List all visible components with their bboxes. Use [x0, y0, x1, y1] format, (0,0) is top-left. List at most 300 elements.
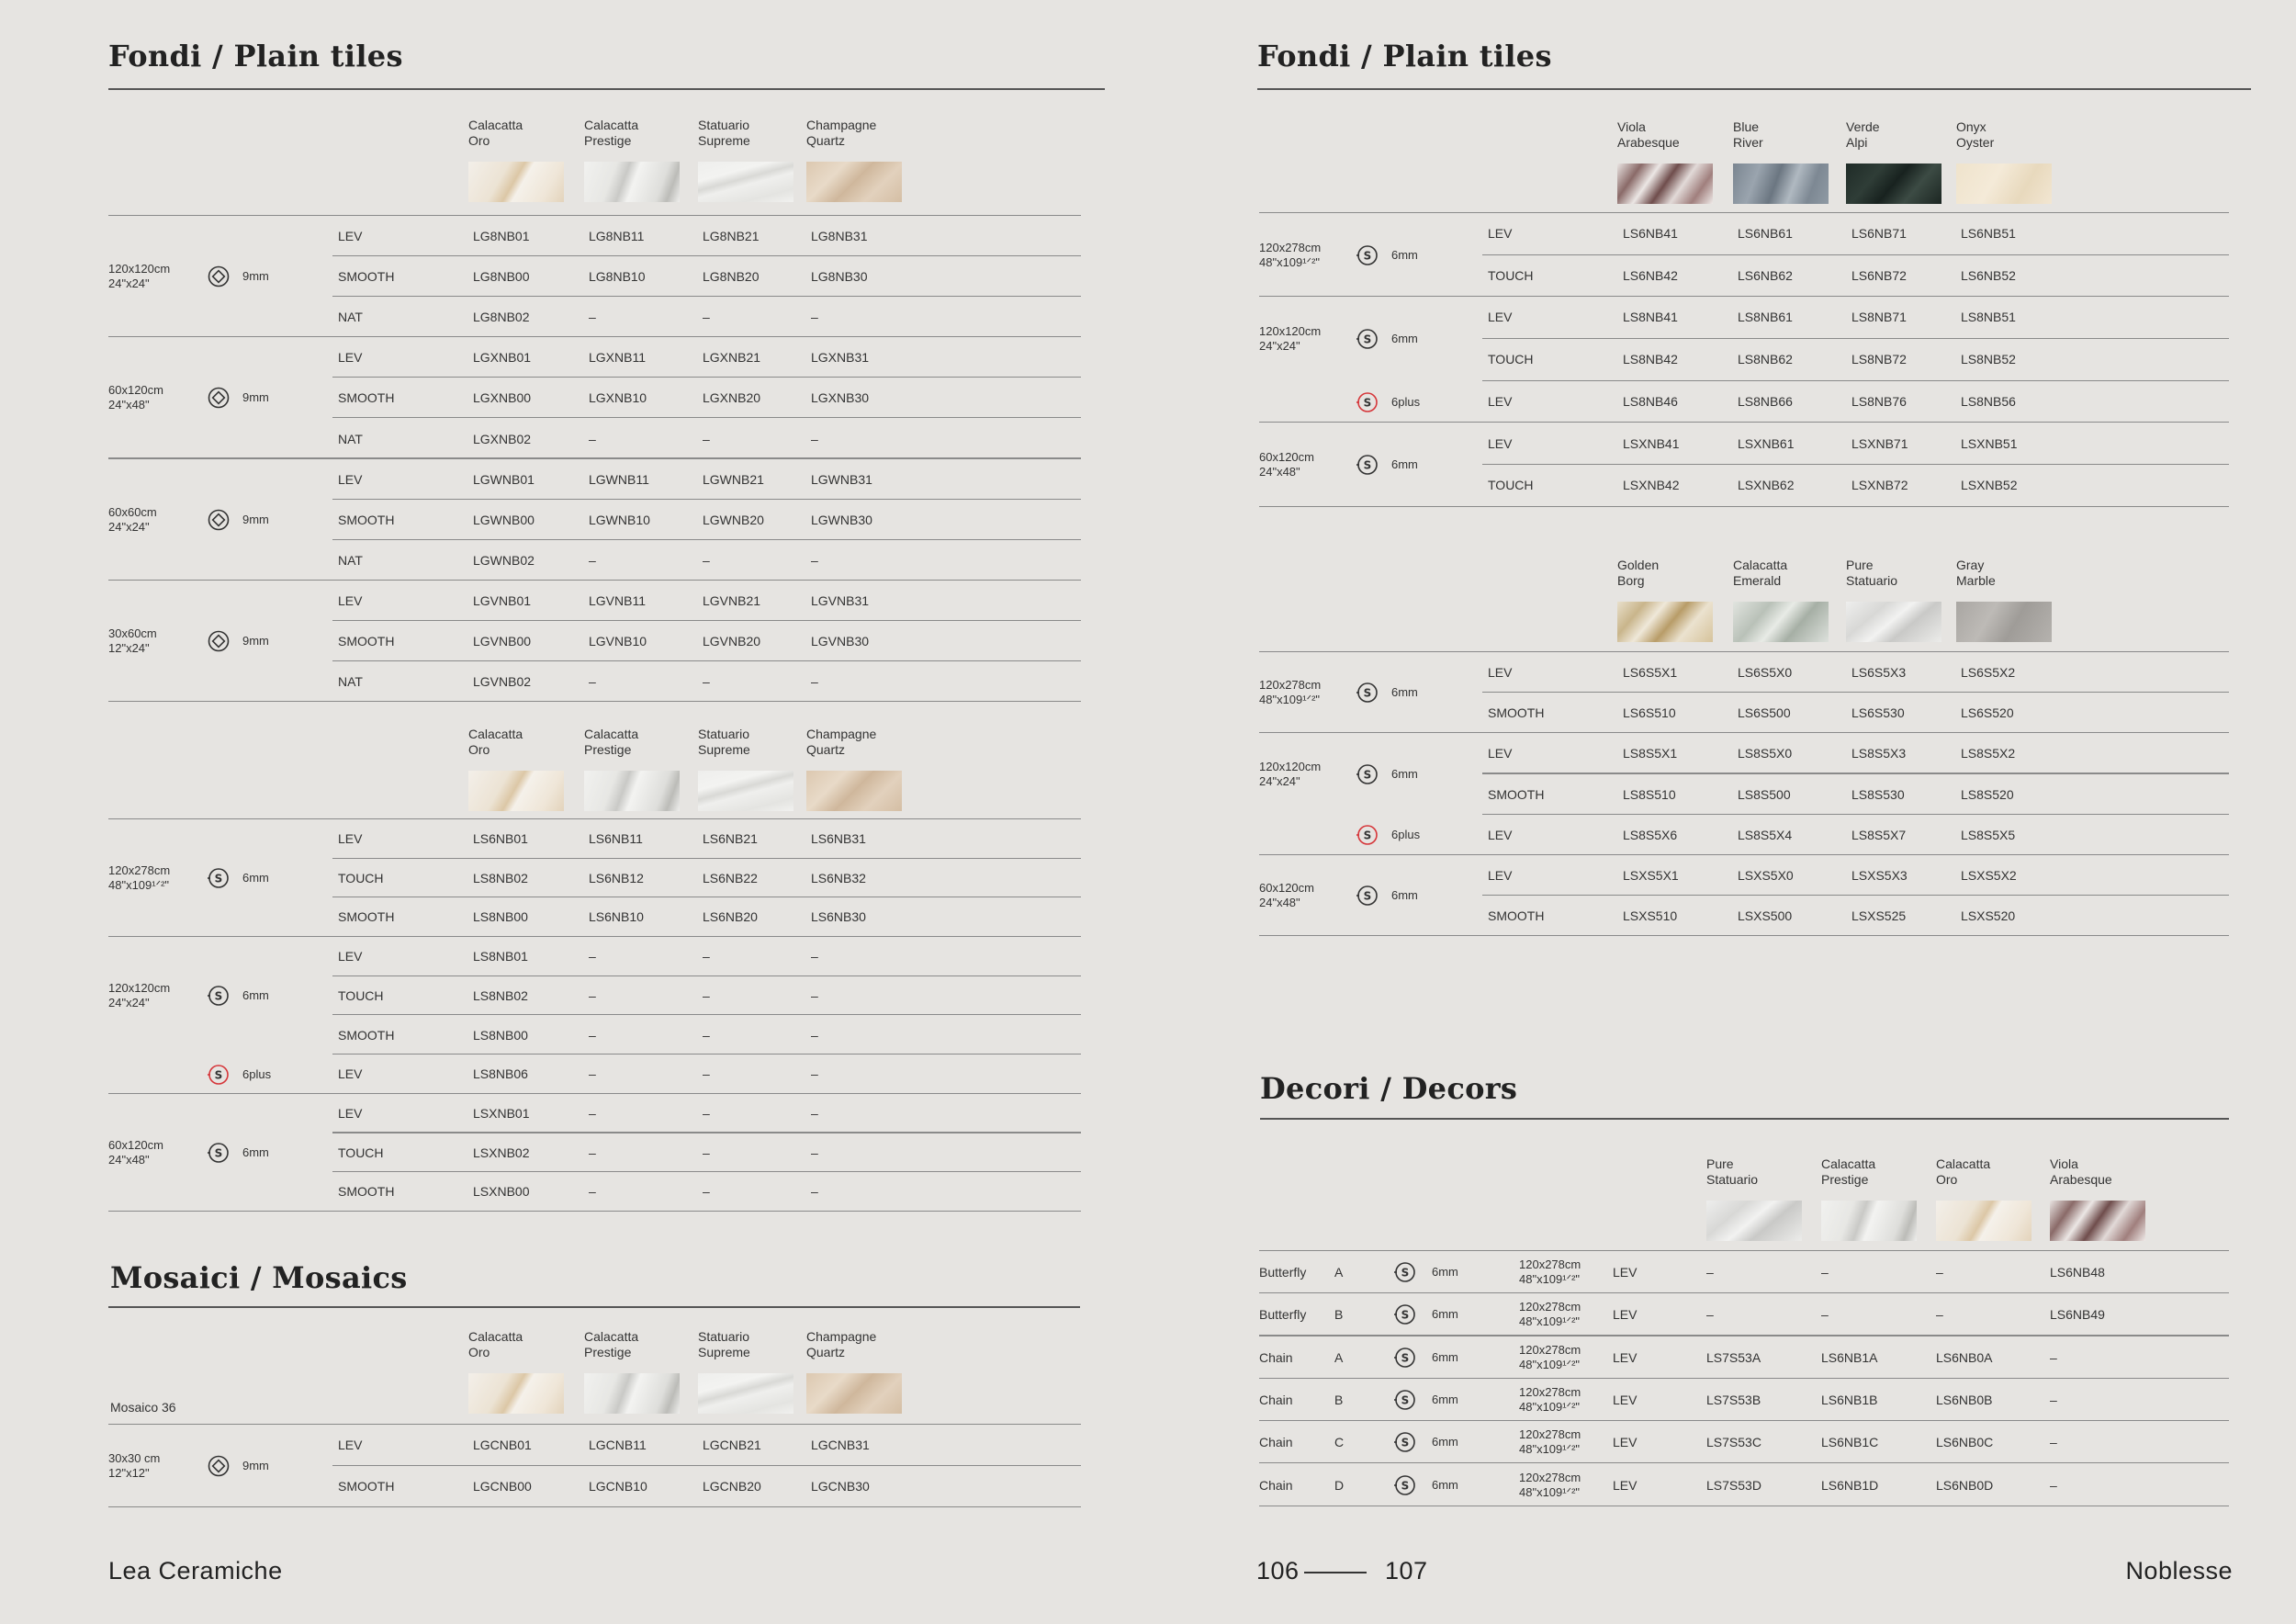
code-cell: LG8NB20	[703, 269, 760, 285]
color-name: Verde Alpi	[1846, 119, 1880, 150]
color-column	[1846, 119, 1947, 204]
finish-cell: LEV	[1613, 1265, 1638, 1280]
code-cell: –	[811, 674, 818, 690]
code-cell: LS6NB0A	[1936, 1349, 1993, 1365]
svg-text:S: S	[1363, 889, 1372, 903]
code-cell: LGXNB21	[703, 350, 761, 366]
code-cell: LS6NB62	[1738, 267, 1793, 283]
code-cell: LS6S5X2	[1961, 665, 2016, 680]
color-column	[698, 727, 799, 811]
finish-cell: LEV	[1488, 665, 1513, 680]
slim-plus-symbol-icon	[1356, 391, 1379, 413]
code-cell: LS8NB02	[473, 987, 528, 1003]
code-cell: LS6S500	[1738, 705, 1791, 721]
code-cell: LGXNB00	[473, 390, 532, 406]
code-cell: LGWNB20	[703, 512, 764, 527]
code-cell: LS8NB76	[1851, 393, 1907, 409]
svg-text:S: S	[1401, 1393, 1410, 1407]
code-cell: LS6S520	[1961, 705, 2014, 721]
code-cell: LS6NB20	[703, 909, 758, 925]
code-cell: LS6S530	[1851, 705, 1905, 721]
decor-variant: A	[1334, 1265, 1344, 1280]
code-cell: LS8NB52	[1961, 352, 2016, 367]
size-label: 60x120cm 24"x48"	[1259, 881, 1314, 910]
title-rule	[108, 1306, 1080, 1308]
finish-cell: LEV	[338, 949, 363, 964]
svg-text:S: S	[1363, 458, 1372, 472]
thickness-label: 9mm	[242, 634, 269, 648]
size-label: 60x120cm 24"x48"	[108, 1137, 163, 1167]
code-cell: LS8NB51	[1961, 310, 2016, 325]
color-column	[584, 118, 685, 202]
finish-cell: TOUCH	[338, 870, 384, 885]
code-cell: –	[589, 552, 596, 568]
color-swatch	[1617, 164, 1713, 204]
code-cell: LSXNB72	[1851, 478, 1908, 493]
code-cell: LSXNB41	[1623, 435, 1680, 451]
slim-plus-symbol-icon	[208, 1064, 230, 1086]
slim-symbol-icon	[1356, 454, 1379, 476]
thickness-label: 6mm	[242, 988, 269, 1003]
finish-cell: LEV	[1613, 1307, 1638, 1323]
svg-text:S: S	[214, 1068, 223, 1082]
size-label: 60x120cm 24"x48"	[108, 383, 163, 412]
code-cell: LSXS5X3	[1851, 868, 1908, 883]
code-cell: LSXNB71	[1851, 435, 1908, 451]
thickness-label: 6plus	[1391, 827, 1421, 841]
title-rule	[1257, 88, 2251, 90]
code-cell: LS8NB66	[1738, 393, 1793, 409]
code-cell: LSXS525	[1851, 908, 1907, 924]
color-column	[806, 1329, 907, 1414]
size-label: 120x278cm 48"x109¹ᐟ²"	[1519, 1385, 1581, 1415]
code-cell: LS8NB62	[1738, 352, 1793, 367]
code-cell: –	[1821, 1265, 1829, 1280]
code-cell: –	[1706, 1265, 1714, 1280]
code-cell: –	[811, 1027, 818, 1043]
code-cell: LS8S510	[1623, 786, 1676, 802]
code-cell: –	[589, 1027, 596, 1043]
color-swatch	[698, 771, 793, 811]
code-cell: –	[703, 674, 710, 690]
finish-cell: LEV	[1488, 435, 1513, 451]
code-cell: LGWNB10	[589, 512, 650, 527]
code-cell: LS6NB41	[1623, 226, 1678, 241]
table-row	[1148, 1379, 2296, 1421]
code-cell: LS6NB31	[811, 831, 866, 846]
code-cell: LGCNB11	[589, 1438, 647, 1452]
finish-cell: LEV	[338, 1105, 363, 1121]
size-label: 30x60cm 12"x24"	[108, 626, 157, 656]
code-cell: LS7S53D	[1706, 1477, 1761, 1493]
svg-text:S: S	[214, 989, 223, 1003]
code-cell: LSXS520	[1961, 908, 2016, 924]
finish-cell: NAT	[338, 310, 363, 325]
code-cell: –	[2050, 1392, 2057, 1407]
color-name: Calacatta Prestige	[584, 1329, 639, 1359]
size-label: 120x278cm 48"x109¹ᐟ²"	[1519, 1342, 1581, 1371]
code-cell: –	[1936, 1265, 1943, 1280]
code-cell: LGCNB30	[811, 1479, 870, 1494]
size-label: 120x278cm 48"x109¹ᐟ²"	[1519, 1470, 1581, 1499]
code-cell: LS8NB71	[1851, 310, 1907, 325]
table-row	[0, 419, 1148, 459]
code-cell: LGWNB00	[473, 512, 535, 527]
code-cell: LS6NB11	[589, 831, 643, 846]
thickness-label: 6mm	[1432, 1307, 1458, 1322]
table-top-rule	[108, 1424, 1081, 1425]
thickness-label: 6mm	[1432, 1349, 1458, 1364]
code-cell: LS6NB48	[2050, 1265, 2105, 1280]
svg-text:S: S	[214, 872, 223, 885]
svg-text:S: S	[1363, 686, 1372, 700]
finish-cell: LEV	[1488, 827, 1513, 842]
code-cell: LG8NB21	[703, 229, 760, 243]
code-cell: –	[811, 949, 818, 964]
thickness-label: 6mm	[1391, 685, 1418, 700]
finish-cell: LEV	[338, 592, 363, 608]
code-cell: LS8NB42	[1623, 352, 1678, 367]
code-cell: LS8S5X7	[1851, 827, 1907, 842]
code-cell: LS6NB71	[1851, 226, 1907, 241]
mosaic-label: Mosaico 36	[110, 1400, 176, 1415]
finish-cell: LEV	[1613, 1349, 1638, 1365]
color-name: Calacatta Oro	[468, 727, 523, 757]
color-name: Viola Arabesque	[1617, 119, 1680, 150]
code-cell: –	[589, 949, 596, 964]
code-cell: LS8NB00	[473, 1027, 528, 1043]
color-column	[584, 1329, 685, 1414]
code-cell: LGVNB30	[811, 634, 870, 648]
color-name: Calacatta Prestige	[584, 727, 639, 757]
finish-cell: LEV	[338, 350, 363, 366]
slim-symbol-icon	[1356, 328, 1379, 350]
finish-cell: LEV	[338, 1066, 363, 1082]
code-cell: LGWNB11	[589, 471, 649, 487]
color-name: Champagne Quartz	[806, 1329, 877, 1359]
code-cell: LGWNB21	[703, 471, 764, 487]
footer-collection: Noblesse	[2125, 1557, 2233, 1585]
slim-symbol-icon	[1356, 244, 1379, 266]
code-cell: –	[811, 1066, 818, 1082]
slim-symbol-icon	[1356, 682, 1379, 704]
table-row	[0, 1172, 1148, 1212]
svg-text:S: S	[1363, 768, 1372, 782]
color-swatch	[698, 1373, 793, 1414]
size-label: 30x30 cm 12"x12"	[108, 1451, 161, 1480]
color-swatch	[468, 162, 564, 202]
code-cell: LS8NB72	[1851, 352, 1907, 367]
rectified-symbol-icon	[208, 265, 230, 288]
code-cell: –	[589, 1105, 596, 1121]
code-cell: LGXNB02	[473, 431, 532, 446]
color-column	[698, 118, 799, 202]
finish-cell: LEV	[338, 831, 363, 846]
color-column	[468, 118, 569, 202]
code-cell: LS6NB0D	[1936, 1477, 1994, 1493]
code-cell: LGVNB02	[473, 674, 532, 690]
code-cell: LS7S53A	[1706, 1349, 1761, 1365]
color-name: Viola Arabesque	[2050, 1156, 2112, 1187]
svg-text:S: S	[1363, 829, 1372, 842]
code-cell: LGVNB11	[589, 592, 646, 608]
thickness-label: 6mm	[242, 1145, 269, 1159]
code-cell: LS8NB01	[473, 949, 528, 964]
finish-cell: SMOOTH	[338, 1184, 395, 1200]
table-row	[0, 897, 1148, 937]
color-column	[806, 727, 907, 811]
code-cell: LS6NB01	[473, 831, 528, 846]
code-cell: LSXNB61	[1738, 435, 1795, 451]
color-name: Golden Borg	[1617, 558, 1660, 588]
finish-cell: TOUCH	[1488, 267, 1534, 283]
svg-text:S: S	[1363, 333, 1372, 346]
code-cell: LS6NB42	[1623, 267, 1678, 283]
code-cell: LSXNB52	[1961, 478, 2018, 493]
code-cell: LGCNB20	[703, 1479, 761, 1494]
code-cell: LSXS500	[1738, 908, 1793, 924]
color-column	[468, 1329, 569, 1414]
color-name: Pure Statuario	[1846, 558, 1898, 588]
code-cell: –	[811, 1145, 818, 1160]
code-cell: LSXNB42	[1623, 478, 1680, 493]
rectified-symbol-icon	[208, 630, 230, 652]
slim-symbol-icon	[1356, 763, 1379, 785]
code-cell: LS6S5X0	[1738, 665, 1793, 680]
thickness-label: 6mm	[242, 871, 269, 885]
code-cell: LGXNB20	[703, 390, 761, 406]
code-cell: LSXNB01	[473, 1105, 530, 1121]
svg-text:S: S	[214, 1146, 223, 1160]
code-cell: LSXS5X1	[1623, 868, 1679, 883]
code-cell: LS8S5X2	[1961, 746, 2016, 761]
thickness-label: 6plus	[242, 1066, 272, 1081]
color-swatch	[584, 162, 680, 202]
color-column	[1956, 119, 2057, 204]
code-cell: –	[811, 1105, 818, 1121]
size-label: 120x278cm 48"x109¹ᐟ²"	[108, 863, 171, 893]
decor-variant: C	[1334, 1435, 1345, 1450]
code-cell: –	[589, 1145, 596, 1160]
page-number-right: 107	[1385, 1557, 1428, 1585]
finish-cell: NAT	[338, 674, 363, 690]
code-cell: LGVNB00	[473, 634, 532, 648]
code-cell: –	[589, 431, 596, 446]
code-cell: –	[703, 1066, 710, 1082]
code-cell: LS8S530	[1851, 786, 1905, 802]
code-cell: LS6NB1C	[1821, 1435, 1879, 1450]
code-cell: LS8S5X0	[1738, 746, 1793, 761]
color-column	[1617, 119, 1718, 204]
table-row	[0, 459, 1148, 500]
code-cell: –	[589, 674, 596, 690]
code-cell: LG8NB31	[811, 229, 868, 243]
color-column	[1936, 1156, 2037, 1241]
code-cell: –	[589, 987, 596, 1003]
color-name: Statuario Supreme	[698, 1329, 750, 1359]
decor-name: Chain	[1259, 1477, 1293, 1493]
code-cell: LGVNB01	[473, 592, 532, 608]
code-cell: –	[811, 552, 818, 568]
code-cell: LGXNB31	[811, 350, 870, 366]
thickness-label: 6mm	[1432, 1477, 1458, 1492]
table-top-rule	[1259, 651, 2229, 652]
table-top-rule	[108, 215, 1081, 216]
code-cell: LG8NB10	[589, 269, 646, 285]
color-column	[1956, 558, 2057, 642]
code-cell: LGXNB01	[473, 350, 532, 366]
color-column	[1846, 558, 1947, 642]
finish-cell: LEV	[1488, 868, 1513, 883]
color-name: Gray Marble	[1956, 558, 1996, 588]
code-cell: LGXNB30	[811, 390, 870, 406]
right-page	[1148, 0, 2296, 1624]
finish-cell: SMOOTH	[338, 1479, 395, 1494]
color-swatch	[1821, 1201, 1917, 1241]
code-cell: –	[703, 431, 710, 446]
code-cell: LS6NB61	[1738, 226, 1793, 241]
code-cell: LS6S510	[1623, 705, 1676, 721]
thickness-label: 9mm	[242, 512, 269, 526]
color-swatch	[1956, 164, 2052, 204]
code-cell: LGWNB30	[811, 512, 872, 527]
code-cell: LGWNB02	[473, 552, 535, 568]
title-rule	[108, 88, 1105, 90]
color-name: Calacatta Emerald	[1733, 558, 1788, 588]
thickness-label: 6mm	[1391, 766, 1418, 781]
code-cell: LSXNB02	[473, 1145, 530, 1160]
code-cell: LS6NB32	[811, 870, 866, 885]
code-cell: LS8NB00	[473, 909, 528, 925]
color-name: Calacatta Prestige	[584, 118, 639, 148]
finish-cell: LEV	[1488, 226, 1513, 241]
mosaics-title: Mosaici / Mosaics	[110, 1260, 408, 1295]
thickness-label: 6mm	[1391, 888, 1418, 903]
thickness-label: 9mm	[242, 390, 269, 405]
decor-name: Chain	[1259, 1349, 1293, 1365]
color-column	[1821, 1156, 1922, 1241]
color-swatch	[468, 771, 564, 811]
code-cell: LS8S520	[1961, 786, 2014, 802]
color-column	[2050, 1156, 2151, 1241]
color-column	[584, 727, 685, 811]
code-cell: LSXNB51	[1961, 435, 2018, 451]
table-row	[1148, 1464, 2296, 1506]
svg-text:S: S	[1401, 1351, 1410, 1365]
finish-cell: LEV	[338, 1438, 363, 1452]
code-cell: LS6NB72	[1851, 267, 1907, 283]
svg-text:S: S	[1401, 1308, 1410, 1322]
table-row	[1148, 1293, 2296, 1336]
code-cell: LS8NB02	[473, 870, 528, 885]
table-row	[0, 937, 1148, 976]
size-label: 120x120cm 24"x24"	[108, 981, 171, 1010]
page-number-dash	[1304, 1572, 1367, 1573]
color-column	[1617, 558, 1718, 642]
code-cell: –	[703, 1145, 710, 1160]
code-cell: LS8S5X5	[1961, 827, 2016, 842]
code-cell: LGWNB31	[811, 471, 872, 487]
thickness-label: 9mm	[242, 1459, 269, 1472]
code-cell: LS6NB0C	[1936, 1435, 1994, 1450]
code-cell: LS8S500	[1738, 786, 1791, 802]
code-cell: LGCNB31	[811, 1438, 870, 1452]
table-row	[0, 1016, 1148, 1055]
code-cell: LS6NB52	[1961, 267, 2016, 283]
color-swatch	[1617, 602, 1713, 642]
code-cell: LGVNB10	[589, 634, 647, 648]
thickness-label: 6plus	[1391, 394, 1421, 409]
code-cell: LGVNB31	[811, 592, 870, 608]
thickness-label: 6mm	[1432, 1393, 1458, 1407]
color-swatch	[1846, 602, 1941, 642]
code-cell: –	[703, 987, 710, 1003]
color-swatch	[698, 162, 793, 202]
color-swatch	[1936, 1201, 2032, 1241]
finish-cell: LEV	[1488, 393, 1513, 409]
code-cell: LS6NB10	[589, 909, 644, 925]
svg-text:S: S	[1363, 249, 1372, 263]
color-swatch	[806, 162, 902, 202]
code-cell: LS6S5X3	[1851, 665, 1907, 680]
color-name: Champagne Quartz	[806, 118, 877, 148]
slim-symbol-icon	[1394, 1389, 1416, 1411]
color-swatch	[1706, 1201, 1802, 1241]
code-cell: LS8NB41	[1623, 310, 1678, 325]
size-label: 60x60cm 24"x24"	[108, 504, 157, 534]
color-swatch	[468, 1373, 564, 1414]
code-cell: –	[589, 1184, 596, 1200]
size-label: 120x278cm 48"x109¹ᐟ²"	[1519, 1257, 1581, 1287]
table-row	[1148, 381, 2296, 423]
slim-symbol-icon	[1394, 1303, 1416, 1325]
rectified-symbol-icon	[208, 1455, 230, 1477]
code-cell: –	[589, 1066, 596, 1082]
code-cell: LS8S5X4	[1738, 827, 1793, 842]
table-row	[0, 819, 1148, 859]
size-label: 120x278cm 48"x109¹ᐟ²"	[1519, 1300, 1581, 1329]
code-cell: LGXNB11	[589, 350, 646, 366]
color-swatch	[1733, 602, 1829, 642]
code-cell: LGCNB00	[473, 1479, 532, 1494]
color-column	[1706, 1156, 1807, 1241]
color-name: Calacatta Oro	[468, 118, 523, 148]
finish-cell: SMOOTH	[338, 1027, 395, 1043]
code-cell: LS8NB56	[1961, 393, 2016, 409]
size-label: 120x278cm 48"x109¹ᐟ²"	[1259, 240, 1322, 269]
table-row	[0, 337, 1148, 378]
rectified-symbol-icon	[208, 387, 230, 409]
color-swatch	[806, 771, 902, 811]
code-cell: LS6NB51	[1961, 226, 2016, 241]
table-row	[1148, 1251, 2296, 1293]
finish-cell: TOUCH	[1488, 352, 1534, 367]
table-row	[1148, 1336, 2296, 1379]
finish-cell: LEV	[1613, 1435, 1638, 1450]
finish-cell: SMOOTH	[1488, 705, 1545, 721]
finish-cell: LEV	[338, 229, 363, 243]
slim-symbol-icon	[208, 867, 230, 889]
plain-tiles-title: Fondi / Plain tiles	[1257, 39, 1552, 73]
code-cell: LGVNB20	[703, 634, 761, 648]
svg-text:S: S	[1401, 1266, 1410, 1280]
code-cell: LS6NB21	[703, 831, 758, 846]
slim-symbol-icon	[208, 985, 230, 1007]
decor-name: Chain	[1259, 1435, 1293, 1450]
decor-name: Chain	[1259, 1392, 1293, 1407]
code-cell: –	[703, 552, 710, 568]
code-cell: LG8NB30	[811, 269, 868, 285]
